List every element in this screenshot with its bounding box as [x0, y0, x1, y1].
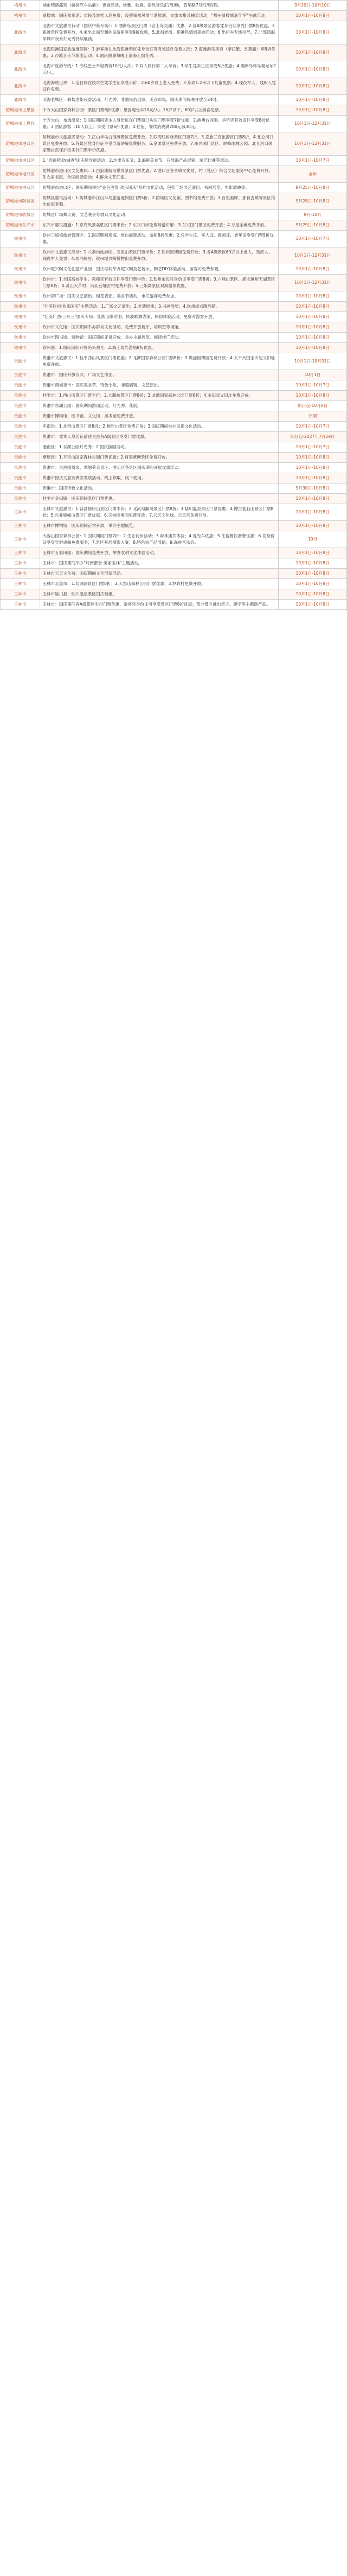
activity-description-cell: "壮美广西·三月三"国庆专场：壮族山歌对唱、民族歌舞表演、民俗体验活动，免费对游客开放。 [40, 312, 279, 322]
activity-description-cell: 大容山国家森林公园：1.国庆期间门票7折；2.生态徒步活动；3.森林康养体验；4.观光车优惠；5.住宿餐饮套餐优惠；6.凭身份证享受导游讲解免费服务；7.景区开展摄影大赛；8.特色农产品展销；9.森林音乐会。 [40, 531, 279, 548]
activity-description-cell: 防城港市港口区：国庆期间举办"金色港湾·欢乐国庆"系列文化活动，包括广场文艺演出、书画展览、电影放映等。 [40, 183, 279, 193]
city-cell: 贵港市 [1, 463, 40, 473]
table-row [1, 380, 347, 391]
activity-description-cell: 钦州坭兴陶文化创意产业园：国庆期间举办坭兴陶技艺展示、陶艺DIY体验活动，游客可免费参观。 [40, 264, 279, 275]
table-row [1, 600, 347, 610]
table-row [1, 193, 347, 210]
city-cell: 玉林市 [1, 579, 40, 589]
city-cell: 贵港市 [1, 422, 40, 432]
activity-description-cell: 防城港市文旅惠民活动：1.江山半岛白浪滩景区免费开放，2.西湾红树林景区门票7折，3.京族三岛旅游区门票8折，4.北仑河口景区免费开放，5.各景区凭身份证享受导游讲解免费服务，6.金滩景区免费开放，7.东兴国门景区、屏峰雨林公园、北仑河口国家级自然保护区实行门票半价优惠。 [40, 132, 279, 156]
date-range-cell: 10月1日-10月8日 [279, 494, 347, 504]
city-cell: 钦州市 [1, 343, 40, 353]
table-row [1, 589, 347, 600]
activity-description-cell: 玉林市云天文化城：国庆期间文化展演活动。 [40, 569, 279, 579]
date-range-cell: 10月1日 [279, 370, 347, 380]
table-row [1, 370, 347, 380]
date-range-cell: 10月1日-10月8日 [279, 312, 347, 322]
activity-description-cell: 东兴市惠民措施：1.京岛风景名胜区门票半价；2.东兴口岸免费导游讲解；3.东兴国门景区免费开放；4.万尾金滩免费开放。 [40, 220, 279, 231]
activity-description-cell: 覃塘区：1.平天山国家森林公园门票优惠；2.荷美覃塘景区免费开放。 [40, 453, 279, 463]
city-cell: 防城港市港口区 [1, 183, 40, 193]
activity-description-cell: 钦州市：1.全国高校学生、教师凭有效证件享受门票半价；2.钦州市民凭身份证享受门票8折；3.六峰山景区、浦北越州天湖景区门票8折；4.灵山大芦村、浦北石埇古村免费开放；5.三娘湾景区观海船票优惠。 [40, 275, 279, 291]
activity-description-cell: 贵港市文旅惠民：1.桂平西山风景区门票优惠；2.龙潭国家森林公园门票8折；3.贵港园博园免费开放；4.太平天国金田起义旧址免费开放。 [40, 353, 279, 370]
table-row [1, 183, 347, 193]
table-row [1, 116, 347, 132]
activity-description-cell: 城市啤酒露营（藤县汽车站前）：夜游活动、炮雅、歌舞、国风音乐汇/周/晚，普华路7号灯/周/晚。 [40, 1, 279, 11]
date-range-cell: 10月1日-10月8日 [279, 61, 347, 78]
date-range-cell: 10月1日-12月31日 [279, 247, 347, 264]
city-cell: 钦州市 [1, 291, 40, 302]
activity-description-cell: 桂平市：1.西山风景区门票半价；2.大藤峡景区门票8折；3.龙潭国家森林公园门票8折；4.金田起义旧址免费开放。 [40, 391, 279, 401]
date-range-cell: 10月1日-10月8日 [279, 391, 347, 401]
city-cell: 贵港市 [1, 401, 40, 411]
activity-description-cell: 玉林市：国庆期间各A级景区实行门票优惠，游客凭身份证可享受景区门票8折优惠；部分景区推出亲子、研学等主题游产品。 [40, 600, 279, 610]
activity-description-cell: 钦州三娘湾旅游管理区：1.国庆期间观海、赏白海豚活动，游船8折优惠；2.凭学生证、军人证、教师证、老年证享受门票5折优惠。 [40, 231, 279, 247]
date-range-cell: 10月1日-12月31日 [279, 275, 347, 291]
table-row [1, 463, 347, 473]
date-range-cell: 10月1日-10月8日 [279, 333, 347, 343]
date-range-cell: 10月1日-12月31日 [279, 132, 347, 156]
table-row [1, 21, 347, 44]
date-range-cell: 9月28日-10月8日 [279, 193, 347, 210]
activity-description-cell: 贵港市：凭本人身份证前往贵港各A级景区享受门票优惠。 [40, 432, 279, 442]
date-range-cell: 10月1日-10月8日 [279, 569, 347, 579]
date-range-cell: 9月30日-10月8日 [279, 484, 347, 494]
date-range-cell: 10月1日-10月7日 [279, 422, 347, 432]
date-range-cell: 10月1日-10月7日 [279, 442, 347, 453]
activity-description-cell: 钦州港：1.国庆期间开放码头观光；2.海上观光游船8折优惠。 [40, 343, 279, 353]
table-row [1, 210, 347, 220]
date-range-cell: 10月1日-10月8日 [279, 504, 347, 521]
table-row [1, 484, 347, 494]
city-cell: 玉林市 [1, 569, 40, 579]
date-range-cell: 10月1日-10月8日 [279, 463, 347, 473]
date-range-cell: 10月1日-10月8日 [279, 322, 347, 333]
city-cell: 防城港市东兴市 [1, 220, 40, 231]
city-cell: 北海市 [1, 44, 40, 61]
date-range-cell: 10月1日-10月7日 [279, 156, 347, 166]
city-cell: 钦州市 [1, 322, 40, 333]
table-row [1, 1, 347, 11]
city-cell: 贵港市 [1, 442, 40, 453]
date-range-cell: 10月1日-10月7日 [279, 231, 347, 247]
date-range-cell: 10月1日-10月8日 [279, 600, 347, 610]
city-cell: 钦州市 [1, 247, 40, 264]
activity-description-cell: 玉林市博物馆：国庆期间正常开放，举办主题展览。 [40, 521, 279, 531]
city-cell: 贵港市 [1, 411, 40, 422]
table-row [1, 558, 347, 569]
date-range-cell: 10月1日-10月8日 [279, 302, 347, 312]
city-cell: 防城港市港口区 [1, 132, 40, 156]
city-cell: 防城港市防城区 [1, 210, 40, 220]
date-range-cell: 即日起-2027年7月29日 [279, 432, 347, 442]
events-table-body [1, 1, 347, 610]
table-row [1, 312, 347, 322]
table-row [1, 105, 347, 116]
table-row [1, 220, 347, 231]
table-row [1, 231, 347, 247]
city-cell: 钦州市 [1, 275, 40, 291]
table-row [1, 132, 347, 156]
table-row [1, 11, 347, 21]
activity-description-cell: 十万大山国家森林公园：景区门票8折优惠；景区观光车10元/人；15岁以下、60岁以上游客免票。 [40, 105, 279, 116]
table-row [1, 422, 347, 432]
city-cell: 贵港市 [1, 484, 40, 494]
city-cell: 防城港市港口区 [1, 156, 40, 166]
activity-description-cell: 北海银滩国家旅游度假区：1.游客前往北海银滩景区凭身份证等有效证件免票入园；2.海滩游乐项目（摩托艇、香蕉船）享8折优惠；3.沙滩音乐节演出活动；4.国庆假期每晚上演海上烟花秀。 [40, 44, 279, 61]
city-cell: 钦州市 [1, 302, 40, 312]
date-range-cell: 10月1日-10月8日 [279, 453, 347, 463]
table-row [1, 432, 347, 442]
table-row [1, 166, 347, 183]
activity-description-cell: "壮美钦州·欢乐国庆"主题活动：1.广场文艺演出；2.非遗展演；3.书画展览；4.钦州坭兴陶展销。 [40, 302, 279, 312]
date-range-cell: 9月-10月 [279, 210, 347, 220]
city-cell: 贵港市 [1, 391, 40, 401]
table-row [1, 504, 347, 521]
table-row [1, 78, 347, 95]
city-cell: 钦州市 [1, 231, 40, 247]
date-range-cell: 长期 [279, 411, 347, 422]
activity-description-cell: 贵港市东湖公园：国庆期间游园活动，灯光秀、花展。 [40, 401, 279, 411]
date-range-cell: 10月1日-10月8日 [279, 95, 347, 105]
table-row [1, 322, 347, 333]
activity-description-cell: 防城区广场舞大赛、文艺晚会等群众文化活动。 [40, 210, 279, 220]
table-row [1, 264, 347, 275]
city-cell: 玉林市 [1, 521, 40, 531]
table-row [1, 569, 347, 579]
activity-description-cell: 1."奔跑吧·防城港"国庆健身跑活动；2.沙滩音乐节；3.海鲜美食节，开展海产品展销、厨艺比赛等活动。 [40, 156, 279, 166]
date-range-cell: 10月1日-10月8日 [279, 473, 347, 484]
table-row [1, 333, 347, 343]
activity-description-cell: 玉林市：国庆期间举办"岭南都会·美丽玉林"主题活动。 [40, 558, 279, 569]
city-cell: 玉林市 [1, 548, 40, 558]
activity-description-cell: 玉林市文旅惠民：1.容县都峤山景区门票半价；2.北流勾漏洞景区门票8折；3.陆川温泉景区门票优惠；4.博白宴石山景区门票8折；5.兴业鹿峰山景区门票优惠；6.玉林园博园免费开放；7.云天文化城、云天宫免费开放。 [40, 504, 279, 521]
date-range-cell: 9月29日-10月8日 [279, 220, 347, 231]
activity-description-cell: 北海老城区：骑楼老街夜游活动，灯光秀、非遗民俗展演、美食市集，国庆期间每晚开放至24时。 [40, 95, 279, 105]
table-row [1, 391, 347, 401]
activity-description-cell: 北海市文旅惠民行动（国庆中秋专场）：1.涠洲岛景区门票（含上岛交通）优惠，2.各A级景区游客凭身份证享受门票8折优惠，3.银滩景区免费开放，4.乘坐北海至涠洲岛游船享受9折优惠，5.北海老街、侨港风情街夜游活动，6.出租车专线引导，7.北部湾海岸城市夜景灯光秀持续展演。 [40, 21, 279, 44]
date-range-cell: 9月29日-10月10日 [279, 1, 347, 11]
activity-description-cell: 港南区：1.东湖公园灯光秀；2.国庆游园活动。 [40, 442, 279, 453]
activity-description-cell: 玉林市陆川县：陆川温泉景区国庆特惠。 [40, 589, 279, 600]
date-range-cell: 全年 [279, 166, 347, 183]
table-row [1, 494, 347, 504]
table-row [1, 579, 347, 589]
activity-description-cell: 玉林市五彩田园：国庆期间免费开放，举办农耕文化体验活动。 [40, 548, 279, 558]
table-row [1, 44, 347, 61]
city-cell: 玉林市 [1, 558, 40, 569]
city-cell: 贵港市 [1, 370, 40, 380]
table-row [1, 302, 347, 312]
table-row [1, 353, 347, 370]
date-range-cell: 10月1日-10月8日 [279, 521, 347, 531]
date-range-cell: 10月1日-10月8日 [279, 343, 347, 353]
activity-description-cell: 防城区惠民活动：1.防城港市江山半岛旅游度假区门票5折；2.防城区文化馆、图书馆免费开放；3.百里画廊、那良古镇等景区推出优惠套餐。 [40, 193, 279, 210]
date-range-cell: 10月1日-10月7日 [279, 380, 347, 391]
table-row [1, 291, 347, 302]
activity-description-cell: 平南县：1.北帝山景区门票8折；2.畅岩山景区免费开放；3.国庆期间举办民俗文化活动。 [40, 422, 279, 432]
table-row [1, 548, 347, 558]
city-cell: 贵港市 [1, 473, 40, 484]
table-row [1, 61, 347, 78]
activity-description-cell: 贵港市：贵港园博园、覃塘荷美景区、港北区各景区国庆期间开展优惠活动。 [40, 463, 279, 473]
table-row [1, 343, 347, 353]
table-row [1, 95, 347, 105]
city-cell: 玉林市 [1, 600, 40, 610]
activity-description-cell: 贵港市国庆文旅消费券发放活动，线上领取，线下使用。 [40, 473, 279, 484]
date-range-cell: 10月1日-10月8日 [279, 291, 347, 302]
city-cell: 梧州市 [1, 1, 40, 11]
activity-description-cell: 贵港市荷城夜市：国庆美食节，特色小吃、非遗展销、文艺演出。 [40, 380, 279, 391]
date-range-cell: 10月1日-12月31日 [279, 116, 347, 132]
city-cell: 贵港市 [1, 453, 40, 463]
city-cell: 贵港市 [1, 432, 40, 442]
table-row [1, 521, 347, 531]
date-range-cell: 10月1日-10月8日 [279, 44, 347, 61]
table-row [1, 275, 347, 291]
activity-description-cell: 防城港市港口区文化惠民：1.白浪滩航母世界景区门票优惠；2.港口区各乡镇文化站、村（社区）综合文化服务中心免费开放；3.农家书屋、全民阅读活动；4.群众文艺汇演。 [40, 166, 279, 183]
table-row [1, 411, 347, 422]
city-cell: 玉林市 [1, 589, 40, 600]
activity-description-cell: 北海海底世界：1.全日制在校学生凭学生证享受半价；2.60岁以上老人免费；3.身高1.2米以下儿童免票；4.现役军人、残疾人凭证件免票。 [40, 78, 279, 95]
date-range-cell: 10月1日-10月8日 [279, 78, 347, 95]
events-table [0, 0, 347, 610]
city-cell: 北海市 [1, 21, 40, 44]
city-cell: 钦州市 [1, 312, 40, 322]
activity-description-cell: 贵港市：国庆升旗仪式、广场文艺演出。 [40, 370, 279, 380]
city-cell: 梧州市 [1, 11, 40, 21]
table-row [1, 442, 347, 453]
city-cell: 北海市 [1, 78, 40, 95]
date-range-cell: 10月1日-10月8日 [279, 11, 347, 21]
date-range-cell: 10月1日-10月31日 [279, 353, 347, 370]
table-row [1, 156, 347, 166]
date-range-cell: 10月1日-10月8日 [279, 548, 347, 558]
table-row [1, 531, 347, 548]
table-row [1, 247, 347, 264]
activity-description-cell: 十万大山、布透温泉：1.国庆期间凭本人身份证在门票窗口购买门票享受7折优惠；2.港澳台同胞、华侨凭有效证件享受8折优惠；3.团队游客（10人以上）享受门票6折优惠；4.住宿、餐饮消费满200元减30元。 [40, 116, 279, 132]
date-range-cell: 10月1日-10月8日 [279, 589, 347, 600]
date-range-cell: 10月 [279, 531, 347, 548]
activity-description-cell: 钦州湾广场：国庆文艺演出、烟花表演、美食节活动，市民游客免费参加。 [40, 291, 279, 302]
city-cell: 北海市 [1, 95, 40, 105]
table-row [1, 453, 347, 463]
city-cell: 贵港市 [1, 380, 40, 391]
date-range-cell: 10月1日-10月8日 [279, 264, 347, 275]
date-range-cell: 10月1日-10月8日 [279, 579, 347, 589]
date-range-cell: 即日起-10月8日 [279, 401, 347, 411]
city-cell: 防城港市上思县 [1, 105, 40, 116]
city-cell: 玉林市 [1, 531, 40, 548]
city-cell: 钦州市 [1, 333, 40, 343]
city-cell: 玉林市 [1, 504, 40, 521]
activity-description-cell: 钦州市文旅惠民活动：1.八寨沟旅游区、五皇山景区门票半价；2.钦州园博园免费开放；3.各A级景区60岁以上老人、残疾人、现役军人免票；4.刘冯故居、钦州坭兴陶博物馆免费开放。 [40, 247, 279, 264]
activity-description-cell: 北海市旅游专线：1.专线巴士单程票价10元/人次；2.双人同行第二人半价；3.学生凭学生证享受5折优惠；4.涠洲岛环岛观光车2元/人。 [40, 61, 279, 78]
date-range-cell: 10月1日-10月8日 [279, 21, 347, 44]
activity-description-cell: 钦州市文化馆：国庆期间举办群众文化活动，免费开放展厅、培训室等场馆。 [40, 322, 279, 333]
table-row [1, 473, 347, 484]
city-cell: 贵港市 [1, 353, 40, 370]
activity-description-cell: 贵港市博物馆、图书馆、文化馆、美术馆免费开放。 [40, 411, 279, 422]
city-cell: 防城港市防城区 [1, 193, 40, 210]
activity-description-cell: 钦州市图书馆、博物馆：国庆期间正常开放，举办主题展览、阅读推广活动。 [40, 333, 279, 343]
activity-description-cell: 桂平市金田镇：国庆期间景区门票优惠。 [40, 494, 279, 504]
date-range-cell: 10月1日-10月8日 [279, 105, 347, 116]
city-cell: 北海市 [1, 61, 40, 78]
date-range-cell: 9月25日-10月8日 [279, 183, 347, 193]
activity-description-cell: 玉林市北流市：1.勾漏洞景区门票8折；2.大容山森林公园门票优惠；3.罗政村免费开放。 [40, 579, 279, 589]
city-cell: 防城港市上思县 [1, 116, 40, 132]
activity-description-cell: 骑楼城：国庆欢乐派：市民及游客入场免费，设置骑楼风情非遗展演、文旅市集及抽奖活动，"梧州骑楼城嘉年华"主题活动。 [40, 11, 279, 21]
date-range-cell: 10月1日-10月8日 [279, 558, 347, 569]
city-cell: 贵港市 [1, 494, 40, 504]
table-row [1, 401, 347, 411]
city-cell: 防城港市港口区 [1, 166, 40, 183]
activity-description-cell: 贵港市：国庆特色文化活动。 [40, 484, 279, 494]
city-cell: 钦州市 [1, 264, 40, 275]
